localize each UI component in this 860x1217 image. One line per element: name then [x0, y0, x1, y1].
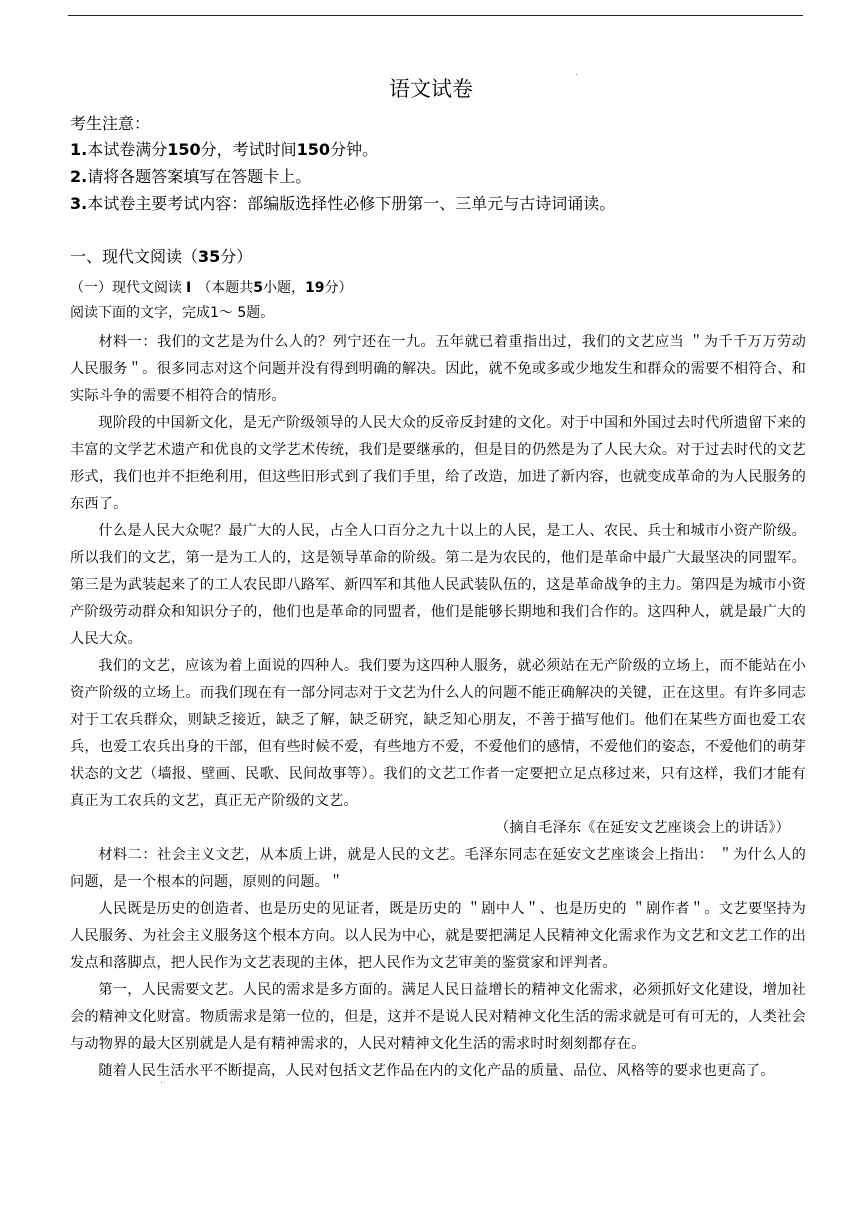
- passage-paragraph: 随着人民生活水平不断提高，人民对包括文艺作品在内的文化产品的质量、品位、风格等的要求也更高了。: [98, 1063, 775, 1079]
- passage-paragraph: 现阶段的中国新文化，是无产阶级领导的人民大众的反帝反封建的文化。对于中国和外国过去时代所遗留下来的丰富的文学艺术遗产和优良的文学艺术传统，我们是要继承的，但是目的仍然是为了人民大众。对于过去时代的文艺形式，我们也并不拒绝利用，但这些旧形式到了我们手里，给了改造，加进了新内容，也就变成革命的为人民服务的东西了。: [70, 415, 806, 512]
- subsection-text: 小题，: [262, 280, 305, 296]
- passage-paragraph: 什么是人民大众呢？最广大的人民，占全人口百分之九十以上的人民，是工人、农民、兵士和城市小资产阶级。所以我们的文艺，第一是为工人的，这是领导革命的阶级。第二是为农民的，他们是革命中最广大最坚决的同盟军。第三是为武装起来了的工人农民即八路军、新四军和其他人民武装队伍的，这是革命战争的主力。第四是为城市小资产阶级劳动群众和知识分子的，他们也是革命的同盟者，他们是能够长期地和我们合作的。这四种人，就是最广大的人民大众。: [70, 523, 806, 647]
- passage-paragraph: 人民既是历史的创造者、也是历史的见证者，既是历史的 ＂剧中人＂、也是历史的 ＂剧作者＂。文艺要坚持为人民服务、为社会主义服务这个根本方向。以人民为中心，就是要把满足人民精神文化需求作为文艺和文艺工作的出发点和落脚点，把人民作为文艺表现的主体，把人民作为文艺审美的鉴赏家和评判者。: [70, 901, 806, 971]
- subsection-text: 分）: [324, 280, 353, 296]
- notice-number: 1.: [70, 140, 88, 159]
- section-title-text: 分）: [220, 247, 253, 266]
- reading-instruction: 阅读下面的文字，完成1～ 5题。: [70, 305, 275, 321]
- section-title-text: 一、现代文阅读（: [70, 247, 199, 266]
- subsection-roman: Ⅰ: [186, 280, 192, 296]
- time-value: 150: [296, 140, 331, 159]
- notice-item-3: [70, 193, 615, 215]
- reading-passage: [70, 329, 806, 1085]
- score-value: 150: [167, 140, 201, 159]
- notice-text: 本试卷满分: [87, 140, 168, 159]
- page-title: 语文试卷: [389, 77, 473, 101]
- passage-paragraph: 材料一：我们的文艺是为什么人的？列宁还在一九。五年就已着重指出过，我们的文艺应当 ＂为千千万万劳动人民服务＂。很多同志对这个问题并没有得到明确的解决。因此，就不免或多或少地发生和群众的需要不相符合、和实际斗争的需要不相符合的情形。: [70, 334, 806, 404]
- subsection-score: 19: [304, 280, 325, 296]
- passage-paragraph: 材料二：社会主义文艺，从本质上讲，就是人民的文艺。毛泽东同志在延安文艺座谈会上指出： ＂为什么人的问题，是一个根本的问题，原则的问题。＂: [70, 847, 806, 890]
- scan-speck: [576, 74, 577, 75]
- notice-item-1: [70, 139, 378, 161]
- section-title: [70, 246, 252, 268]
- notice-number: 3.: [70, 194, 88, 213]
- passage-paragraph: 我们的文艺，应该为着上面说的四种人。我们要为这四种人服务，就必须站在无产阶级的立场上，而不能站在小资产阶级的立场上。而我们现在有一部分同志对于文艺为什么人的问题不能正确解决的关键，正在这里。有许多同志对于工农兵群众，则缺乏接近，缺乏了解，缺乏研究，缺乏知心朋友，不善于描写他们。他们在某些方面也爱工农兵，也爱工农兵出身的干部，但有些时候不爱，有些地方不爱，不爱他们的感情，不爱他们的姿态，不爱他们的萌芽状态的文艺（墙报、壁画、民歌、民间故事等）。我们的文艺工作者一定要把立足点移过来，只有这样，我们才能有真正为工农兵的文艺，真正无产阶级的文艺。: [70, 658, 806, 809]
- notice-heading: 考生注意：: [70, 114, 151, 133]
- question-count: 5: [253, 280, 263, 296]
- notice-text: 本试卷主要考试内容：部编版选择性必修下册第一、三单元与古诗词诵读。: [87, 194, 616, 213]
- notice-item-2: [70, 166, 311, 188]
- subsection-text: （本题共: [197, 280, 254, 296]
- subsection-title: [70, 278, 352, 298]
- passage-source: （摘自毛泽东《在延安文艺座谈会上的讲话》）: [494, 820, 790, 836]
- notice-number: 2.: [70, 167, 88, 186]
- notice-text: 请将各题答案填写在答题卡上。: [87, 167, 312, 186]
- subsection-text: （一）现代文阅读: [70, 280, 182, 296]
- passage-paragraph: 第一，人民需要文艺。人民的需求是多方面的。满足人民日益增长的精神文化需求，必须抓好文化建设，增加社会的精神文化财富。物质需求是第一位的，但是，这并不是说人民对精神文化生活的需求就是可有可无的，人类社会与动物界的最大区别就是人是有精神需求的，人民对精神文化生活的需求时时刻刻都存在。: [70, 982, 806, 1052]
- header-rule: [68, 15, 803, 16]
- section-score: 35: [198, 247, 221, 266]
- notice-text: 分，考试时间: [200, 140, 297, 159]
- notice-text: 分钟。: [330, 140, 379, 159]
